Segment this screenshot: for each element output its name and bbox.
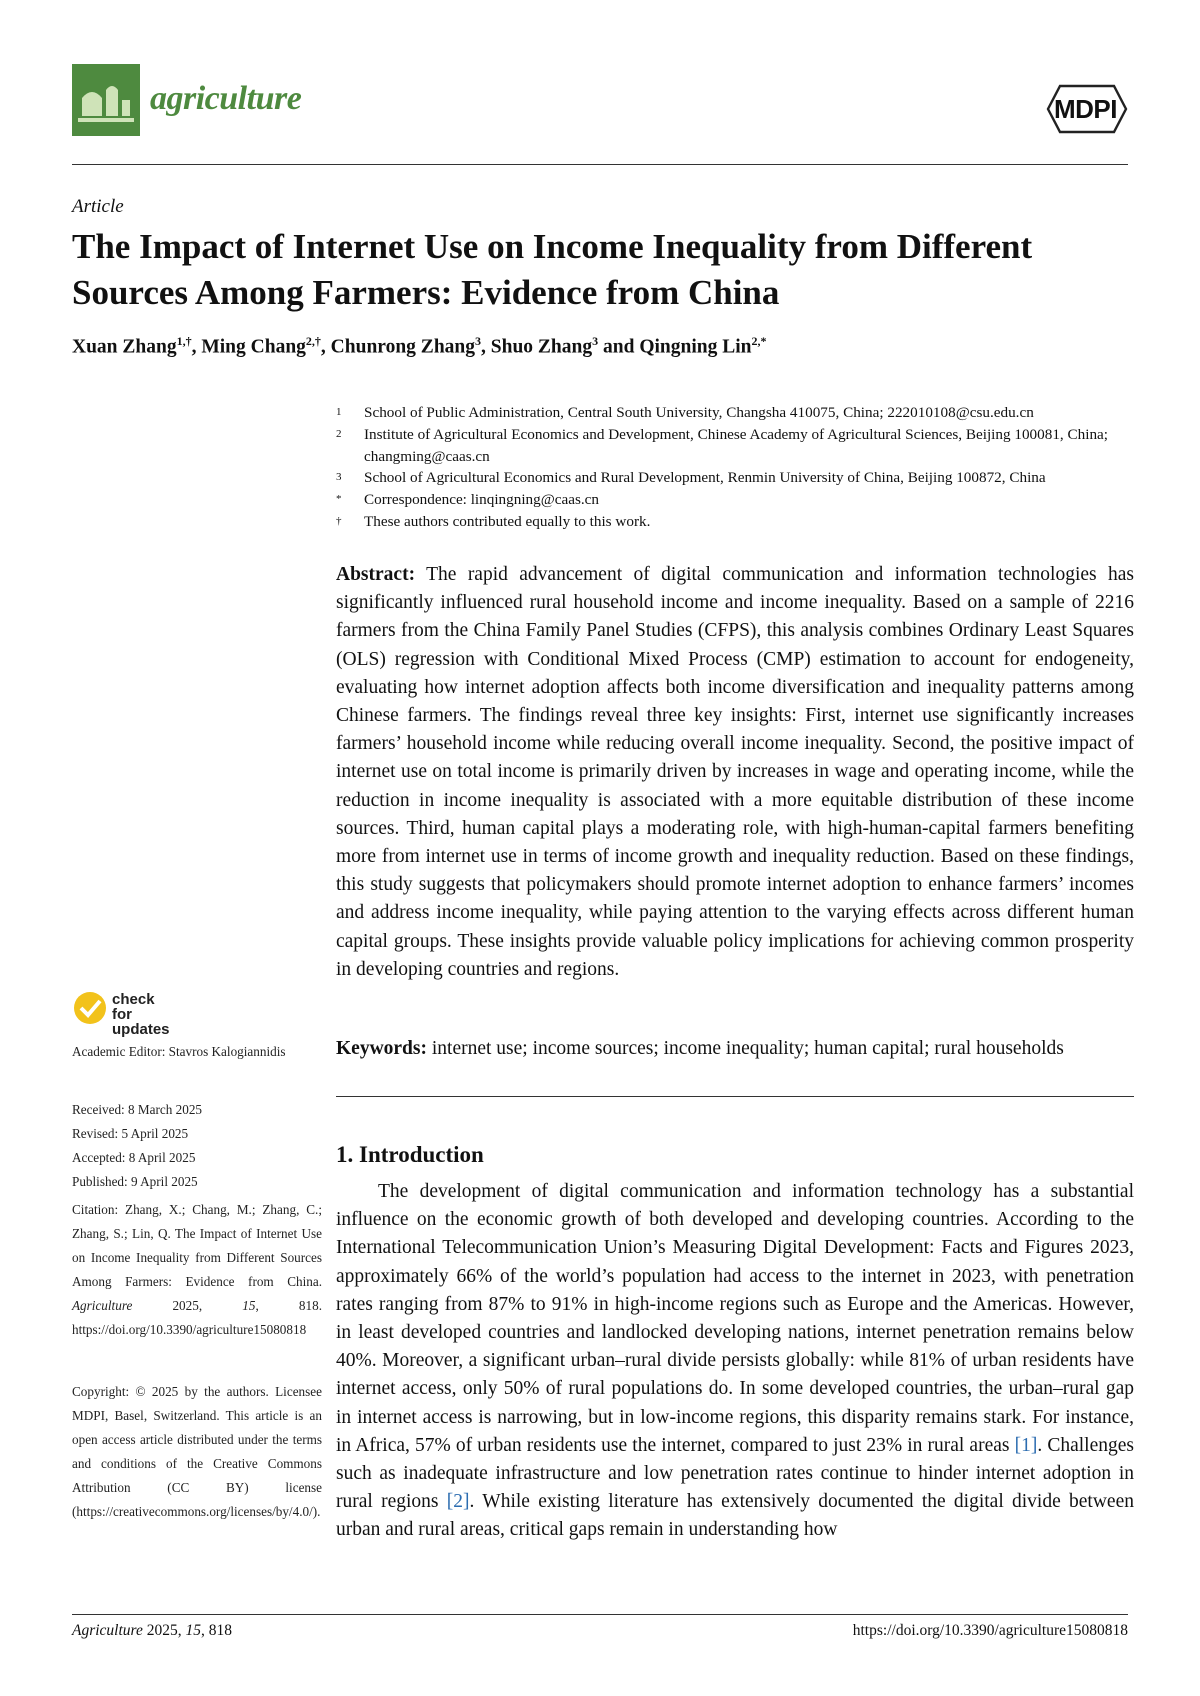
check-for-updates-icon[interactable]: [72, 990, 108, 1026]
published-date: Published: 9 April 2025: [72, 1174, 198, 1189]
author-marks: 2,*: [751, 334, 767, 348]
article-type: Article: [72, 196, 124, 217]
author-name: Shuo Zhang: [490, 336, 593, 358]
author-marks: 2,†: [305, 334, 321, 348]
citation-journal: Agriculture: [72, 1298, 133, 1313]
citation-link[interactable]: [2]: [446, 1491, 470, 1513]
affiliation-text: These authors contributed equally to this work.: [364, 512, 651, 530]
revised-date: Revised: 5 April 2025: [72, 1126, 189, 1141]
journal-logo-icon: [72, 64, 140, 136]
affiliation-mark: 2: [336, 427, 342, 440]
citation-doi[interactable]: , 818. https://doi.org/10.3390/agriculture15080818: [72, 1298, 323, 1337]
affiliation-text: Correspondence: linqingning@caas.cn: [364, 491, 599, 509]
affiliation-item: [336, 489, 1136, 511]
affiliation-item: [336, 467, 1136, 489]
footer-journal-ref: [72, 1622, 232, 1640]
keywords: [336, 1038, 1134, 1060]
affiliation-text: School of Agricultural Economics and Rural Development, Renmin University of China, Beijing 100872, China: [364, 469, 1046, 487]
keywords-text: internet use; income sources; income inequality; human capital; rural households: [431, 1038, 1064, 1059]
journal-name: agriculture: [150, 80, 302, 117]
footer-doi-link[interactable]: https://doi.org/10.3390/agriculture15080818: [852, 1622, 1128, 1639]
citation-text: Citation: Zhang, X.; Chang, M.; Zhang, C.; Zhang, S.; Lin, Q. The Impact of Internet Use on Income Inequality from Different Sources Among Farmers: Evidence from China.: [72, 1202, 322, 1289]
affiliation-mark: 3: [336, 471, 342, 484]
article-title: The Impact of Internet Use on Income Inequality from Different Sources Among Farmers: Evidence from China: [72, 227, 1033, 312]
keywords-label: Keywords:: [336, 1038, 427, 1059]
author-marks: 3: [592, 334, 599, 348]
author-name: Ming Chang: [201, 336, 306, 358]
abstract: [336, 561, 1134, 984]
affiliation-item: [336, 511, 1136, 533]
author-marks: 1,†: [176, 334, 192, 348]
dates-block: [72, 1098, 322, 1194]
footer-volume: 15: [185, 1622, 202, 1639]
affiliation-item: [336, 424, 1136, 468]
keywords-divider: [336, 1096, 1134, 1097]
citation-block: [72, 1198, 322, 1342]
footer-journal: Agriculture: [72, 1622, 143, 1639]
footer-year: 2025,: [142, 1622, 186, 1639]
check-for-updates-label[interactable]: check for updates: [112, 991, 170, 1038]
intro-text: The development of digital communication and information technology has a substantial influence on the economic growth of both developed and developing countries. According to the International Telecommunication Union’s Measuring Digital Development: Facts and Figures 2023, approximately 66% of the world’s population had access to the internet in 2023, with penetration rates ranging from 87% to 91% in high-income regions such as Europe and the Americas. However, in least developed countries and landlocked developing nations, internet penetration remains below 40%. Moreover, a significant urban–rural divide persists globally: while 81% of urban residents have internet access, only 50% of rural populations do. In some developed countries, the urban–rural gap in internet access is narrowing, but in low-income regions, this disparity remains stark. For instance, in Africa, 57% of urban residents use the internet, compared to just 23% in rural areas: [336, 1181, 1134, 1456]
publisher-logo-text: MDPI: [1054, 94, 1117, 124]
received-date: Received: 8 March 2025: [72, 1102, 203, 1117]
author-marks: 3: [475, 334, 482, 348]
intro-paragraph: [336, 1178, 1134, 1545]
intro-text: . While existing literature has extensively documented the digital divide between urban and rural areas, critical gaps remain in understanding how: [336, 1491, 1134, 1541]
section-heading: 1. Introduction: [336, 1142, 484, 1167]
citation-volume: 15: [242, 1298, 256, 1313]
header-divider: [72, 164, 1128, 165]
accepted-date: Accepted: 8 April 2025: [72, 1150, 196, 1165]
affiliation-item: [336, 402, 1136, 424]
citation-year: 2025,: [132, 1298, 243, 1313]
author-name: Chunrong Zhang: [330, 336, 476, 358]
copyright-block: Copyright: © 2025 by the authors. Licensee MDPI, Basel, Switzerland. This article is an open access article distributed under the terms and conditions of the Creative Commons Attribution (CC BY) license (https://creativecommons.org/licenses/by/4.0/).: [72, 1384, 322, 1519]
footer-article-no: , 818: [201, 1622, 233, 1639]
affiliation-mark: 1: [336, 406, 342, 418]
affiliation-mark: †: [336, 514, 342, 527]
author-name: Xuan Zhang: [72, 336, 177, 358]
abstract-label: Abstract:: [336, 564, 416, 585]
academic-editor: Academic Editor: Stavros Kalogiannidis: [72, 1044, 286, 1059]
abstract-text: The rapid advancement of digital communication and information technologies has significantly influenced rural household income and income inequality. Based on a sample of 2216 farmers from the China Family Panel Studies (CFPS), this analysis combines Ordinary Least Squares (OLS) regression with Conditional Mixed Process (CMP) estimation to account for endogeneity, evaluating how internet adoption affects both income diversification and inequality patterns among Chinese farmers. The findings reveal three key insights: First, internet use significantly increases farmers’ household income while reducing overall income inequality. Second, the positive impact of internet use on total income is primarily driven by increases in wage and operating income, while the reduction in income inequality is associated with a more equitable distribution of these income sources. Third, human capital plays a moderating role, with high-human-capital farmers benefiting more from internet use in terms of income growth and inequality reduction. Based on these findings, this study suggests that policymakers should promote internet adoption to enhance farmers’ incomes and address income inequality, while paying attention to the varying effects across different human capital groups. These insights provide valuable policy implications for achieving common prosperity in developing countries and regions.: [336, 564, 1134, 980]
affiliation-mark: *: [336, 493, 342, 506]
intro-text: . Challenges such as inadequate infrastructure and low penetration rates continue to hinder internet adoption in rural regions: [336, 1434, 1134, 1513]
author-list: Xuan Zhang$^{1,\dagger}$, Ming Chang$^{2,\dagger}$, Chunrong Zhang$^3$, Shuo Zhang$^3$ and Qingning Lin$^{2,*}$: [72, 334, 767, 358]
author-name: Qingning Lin: [639, 336, 752, 358]
affiliation-text: Institute of Agricultural Economics and Development, Chinese Academy of Agricultural Sciences, Beijing 100081, China; changming@caas.cn: [364, 425, 1109, 465]
affiliations: [336, 402, 1136, 533]
footer-divider: [72, 1614, 1128, 1615]
affiliation-text: School of Public Administration, Central South University, Changsha 410075, China; 222010108@csu.edu.cn: [364, 404, 1034, 421]
citation-link[interactable]: [1]: [1014, 1434, 1038, 1456]
